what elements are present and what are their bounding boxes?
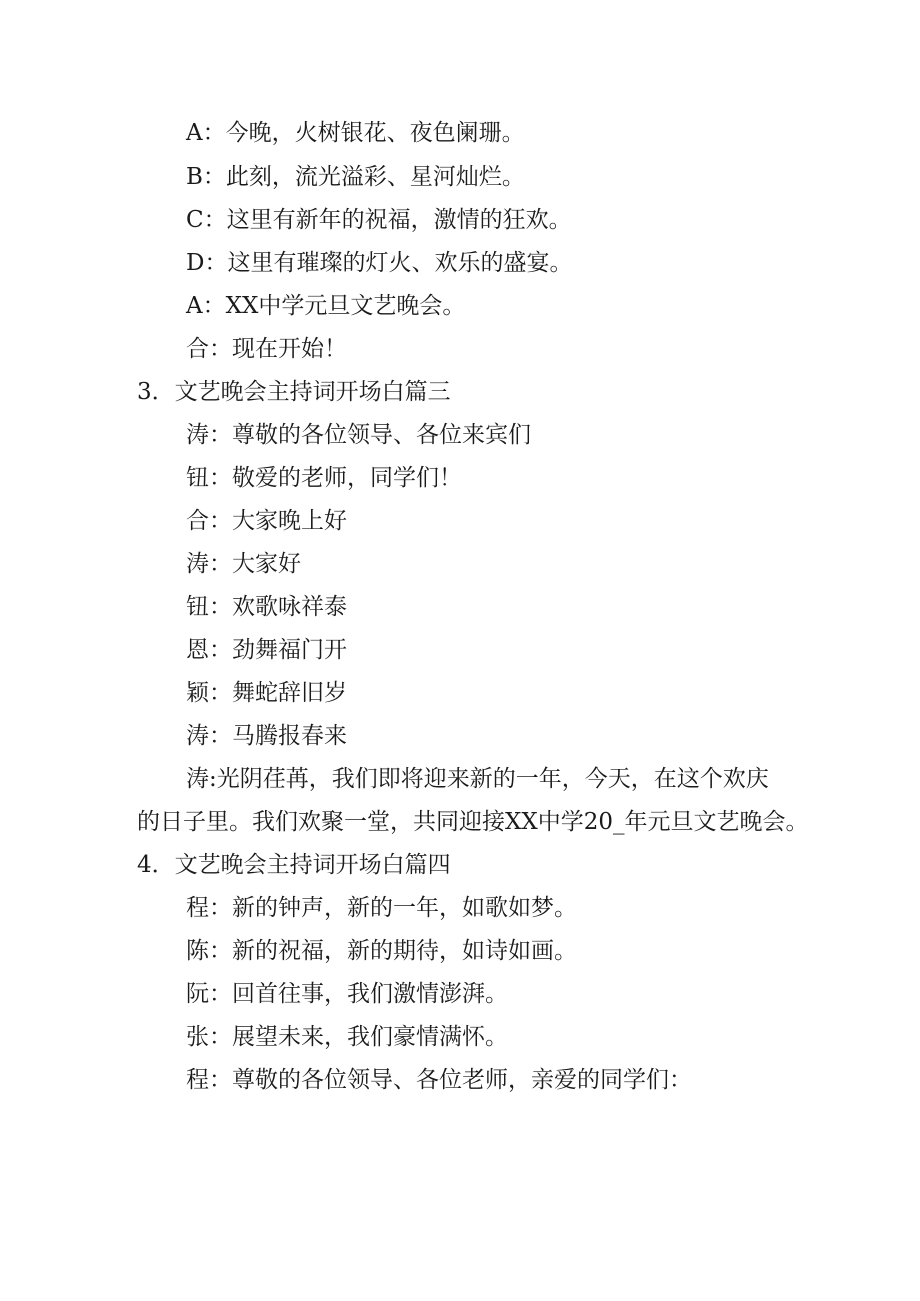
dialogue-line: 涛：大家好: [186, 551, 301, 577]
dialogue-line: 合：现在开始！: [186, 336, 347, 362]
dialogue-line: 恩：劲舞福门开: [186, 637, 347, 663]
dialogue-line: 涛：尊敬的各位领导、各位来宾们: [186, 422, 531, 448]
dialogue-line: C：这里有新年的祝福，激情的狂欢。: [186, 207, 572, 233]
dialogue-line: 涛：马腾报春来: [186, 723, 347, 749]
dialogue-line: B：此刻，流光溢彩、星河灿烂。: [186, 164, 525, 190]
dialogue-line: 程：新的钟声，新的一年，如歌如梦。: [186, 895, 577, 921]
dialogue-line: 钮：敬爱的老师，同学们！: [186, 465, 462, 491]
dialogue-line: 合：大家晚上好: [186, 508, 347, 534]
dialogue-line: 陈：新的祝福，新的期待，如诗如画。: [186, 938, 577, 964]
dialogue-line: 张：展望未来，我们豪情满怀。: [186, 1024, 508, 1050]
dialogue-line: 程：尊敬的各位领导、各位老师，亲爱的同学们：: [186, 1067, 692, 1093]
dialogue-line: 钮：欢歌咏祥泰: [186, 594, 347, 620]
paragraph-line-continued: 的日子里。我们欢聚一堂，共同迎接XX中学20_年元旦文艺晚会。: [137, 809, 809, 835]
dialogue-line: A：今晚，火树银花、夜色阑珊。: [186, 120, 525, 146]
section-heading: 4．文艺晚会主持词开场白篇四: [137, 852, 451, 878]
paragraph-line: 涛:光阴荏苒，我们即将迎来新的一年，今天，在这个欢庆: [186, 766, 769, 792]
dialogue-line: D：这里有璀璨的灯火、欢乐的盛宴。: [186, 250, 573, 276]
dialogue-line: A：XX中学元旦文艺晚会。: [186, 293, 466, 319]
section-heading: 3．文艺晚会主持词开场白篇三: [137, 379, 451, 405]
dialogue-line: 颖：舞蛇辞旧岁: [186, 680, 347, 706]
dialogue-line: 阮：回首往事，我们激情澎湃。: [186, 981, 508, 1007]
